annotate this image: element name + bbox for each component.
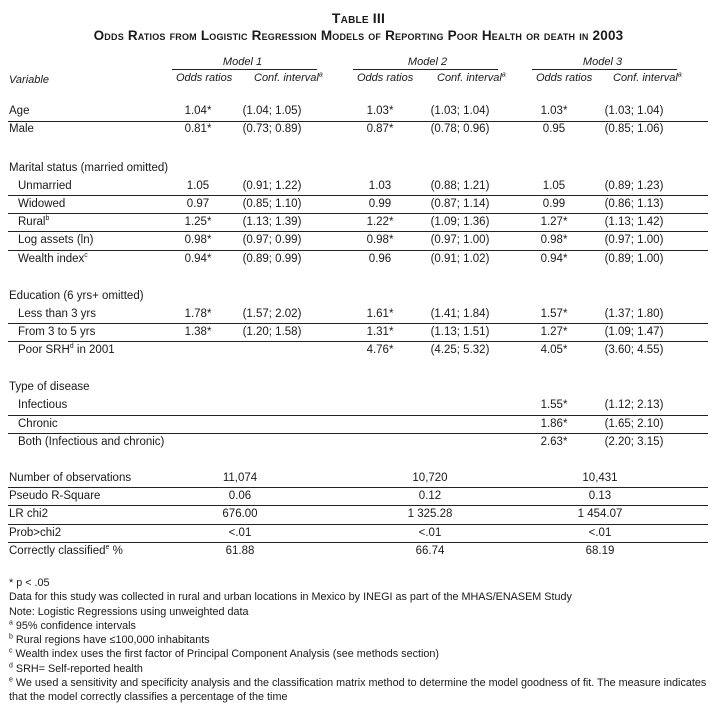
stats-row-prob-chi2 (0, 524, 717, 543)
model-3-ci: (0.85; 1.06) (604, 123, 664, 135)
model-2-odds: 1.61* (366, 308, 394, 320)
model-2-ci-header: Conf. interval$^a$ (437, 71, 506, 84)
row-label: Number of observations (9, 472, 132, 484)
model-2-odds: 0.96 (368, 253, 392, 265)
model-1-odds: 0.98* (184, 234, 212, 246)
model-2-odds-header: Odds ratios (357, 72, 414, 84)
section-label: Type of disease (9, 381, 90, 393)
table-row-less-than-3 (0, 305, 717, 324)
stats-row-pseudo-r2 (0, 487, 717, 506)
model-3-value: 10,431 (582, 472, 618, 484)
note-p-value: * p < .05 (9, 577, 50, 589)
row-label: Widowed (18, 198, 66, 210)
model-1-odds-header: Odds ratios (176, 72, 233, 84)
row-label: Log assets (ln) (18, 234, 94, 246)
model-3-ci: (0.86; 1.13) (604, 198, 664, 210)
model-3-odds: 1.03* (540, 105, 568, 117)
variable-header: Variable (9, 74, 49, 86)
model-1-odds: 1.38* (184, 326, 212, 338)
model-2-rule (353, 69, 498, 70)
model-2-value: 1 325.28 (407, 508, 453, 520)
model-3-ci-header: Conf. interval$^a$ (613, 71, 682, 84)
model-3-odds: 0.94* (540, 253, 568, 265)
model-3-ci: (0.97; 1.00) (604, 234, 664, 246)
model-1-rule (172, 69, 317, 70)
model-2-ci: (0.78; 0.96) (430, 123, 490, 135)
model-2-odds: 1.03* (366, 105, 394, 117)
row-label: Age (9, 105, 30, 117)
model-1-odds: 0.94* (184, 253, 212, 265)
section-label: Education (6 yrs+ omitted) (9, 290, 144, 302)
model-1-ci: (1.04; 1.05) (242, 105, 302, 117)
row-label: Prob>chi2 (9, 527, 62, 539)
model-3-ci: (1.37; 1.80) (604, 308, 664, 320)
row-label: Male (9, 123, 34, 135)
model-1-header: Model 1 (222, 56, 263, 68)
note-a: $^a$ 95% confidence intervals (9, 619, 136, 632)
model-1-value: 61.88 (225, 545, 255, 557)
model-2-value: 10,720 (412, 472, 448, 484)
model-2-value: <.01 (418, 527, 442, 539)
row-label: From 3 to 5 yrs (18, 326, 96, 338)
model-3-odds: 2.63* (540, 436, 568, 448)
model-2-ci: (0.88; 1.21) (430, 180, 490, 192)
model-1-value: 0.06 (228, 490, 252, 502)
model-2-ci: (0.87; 1.14) (430, 198, 490, 210)
model-1-odds: 1.25* (184, 216, 212, 228)
row-label: Rural$^b$ (18, 215, 50, 228)
model-2-odds: 1.31* (366, 326, 394, 338)
model-1-ci: (0.97; 0.99) (242, 234, 302, 246)
row-label: Poor SRH$^d$ in 2001 (18, 343, 115, 356)
table-row-log-assets (0, 231, 717, 250)
table-row-male (0, 120, 717, 139)
model-2-odds: 4.76* (366, 344, 394, 356)
table-row-both (0, 433, 717, 452)
note-e: $^e$ We used a sensitivity and specificity analysis and the classification matrix method to determine the model goodness of fit. The measure indicates that the model correctly classifies a percentage of the time (9, 676, 707, 704)
section-header-marital (0, 159, 717, 178)
table-row-widowed (0, 195, 717, 214)
model-3-rule (532, 69, 677, 70)
model-2-odds: 1.03 (368, 180, 392, 192)
model-2-ci: (4.25; 5.32) (430, 344, 490, 356)
model-1-value: <.01 (228, 527, 252, 539)
model-3-ci: (2.20; 3.15) (604, 436, 664, 448)
row-label: Infectious (18, 399, 68, 411)
model-1-odds: 1.78* (184, 308, 212, 320)
model-1-value: 11,074 (222, 472, 258, 484)
model-3-odds: 1.05 (542, 180, 566, 192)
table-title: Odds Ratios from Logistic Regression Models of Reporting Poor Health or death in 2003 (93, 28, 624, 43)
section-header-disease (0, 378, 717, 397)
note-b: $^b$ Rural regions have ≤100,000 inhabitants (9, 633, 210, 647)
model-3-header: Model 3 (582, 56, 623, 68)
model-3-ci: (1.03; 1.04) (604, 105, 664, 117)
model-1-ci: (1.20; 1.58) (242, 326, 302, 338)
model-2-ci: (0.91; 1.02) (430, 253, 490, 265)
model-3-ci: (1.12; 2.13) (604, 399, 664, 411)
model-2-odds: 0.87* (366, 123, 394, 135)
row-label: Less than 3 yrs (18, 308, 96, 320)
model-1-odds: 0.97 (186, 198, 210, 210)
model-1-ci: (0.89; 0.99) (242, 253, 302, 265)
row-label: Correctly classified$^e$ % (9, 544, 123, 557)
model-2-odds: 0.99 (368, 198, 392, 210)
model-3-odds: 1.57* (540, 308, 568, 320)
table-row-unmarried (0, 177, 717, 196)
table-row-from-3-to-5 (0, 323, 717, 342)
model-3-ci: (0.89; 1.23) (604, 180, 664, 192)
row-label: Unmarried (18, 180, 72, 192)
table-notes (9, 576, 714, 705)
model-1-ci-header: Conf. interval$^a$ (254, 71, 323, 84)
model-1-value: 676.00 (222, 508, 258, 520)
model-2-ci: (1.41; 1.84) (430, 308, 490, 320)
stats-row-observations (0, 469, 717, 488)
model-3-odds: 0.99 (542, 198, 566, 210)
model-3-value: <.01 (588, 527, 612, 539)
model-3-odds-header: Odds ratios (536, 72, 593, 84)
model-1-ci: (1.13; 1.39) (242, 216, 302, 228)
row-label: Pseudo R-Square (9, 490, 101, 502)
model-2-ci: (1.09; 1.36) (430, 216, 490, 228)
model-1-odds: 1.05 (186, 180, 210, 192)
row-label: Chronic (18, 418, 58, 430)
model-2-ci: (1.03; 1.04) (430, 105, 490, 117)
table-row-rural (0, 213, 717, 232)
model-1-odds: 0.81* (184, 123, 212, 135)
model-2-ci: (1.13; 1.51) (430, 326, 490, 338)
model-3-odds: 0.98* (540, 234, 568, 246)
model-3-ci: (1.13; 1.42) (604, 216, 664, 228)
row-label: Wealth index$^c$ (18, 252, 88, 265)
model-1-ci: (1.57; 2.02) (242, 308, 302, 320)
note-d: $^d$ SRH= Self-reported health (9, 662, 143, 675)
table-number: Table III (331, 10, 386, 26)
model-3-ci: (3.60; 4.55) (604, 344, 664, 356)
model-1-ci: (0.91; 1.22) (242, 180, 302, 192)
table-row-poor-srh (0, 341, 717, 360)
model-2-odds: 1.22* (366, 216, 394, 228)
model-1-ci: (0.73; 0.89) (242, 123, 302, 135)
stats-row-lr-chi2 (0, 505, 717, 524)
model-2-odds: 0.98* (366, 234, 394, 246)
model-3-value: 0.13 (588, 490, 612, 502)
model-3-odds: 0.95 (542, 123, 566, 135)
model-1-odds: 1.04* (184, 105, 212, 117)
table-row-infectious (0, 396, 717, 415)
section-header-education (0, 287, 717, 306)
model-3-odds: 4.05* (540, 344, 568, 356)
row-label: LR chi2 (9, 508, 48, 520)
stats-row-correctly-classified (0, 542, 717, 561)
model-2-header: Model 2 (407, 56, 448, 68)
model-2-value: 0.12 (418, 490, 442, 502)
section-label: Marital status (married omitted) (9, 162, 169, 174)
model-3-value: 68.19 (585, 545, 615, 557)
model-3-odds: 1.55* (540, 399, 568, 411)
model-2-value: 66.74 (415, 545, 445, 557)
model-3-odds: 1.86* (540, 418, 568, 430)
note-method: Note: Logistic Regressions using unweighted data (9, 605, 249, 618)
table-row-age (0, 102, 717, 121)
model-2-ci: (0.97; 1.00) (430, 234, 490, 246)
model-3-odds: 1.27* (540, 326, 568, 338)
note-data-source: Data for this study was collected in rural and urban locations in Mexico by INEGI as part of the MHAS/ENASEM Study (9, 591, 572, 604)
model-3-value: 1 454.07 (577, 508, 623, 520)
table-row-wealth-index (0, 250, 717, 269)
table-row-chronic (0, 415, 717, 434)
model-3-ci: (1.09; 1.47) (604, 326, 664, 338)
model-1-ci: (0.85; 1.10) (242, 198, 302, 210)
model-3-ci: (1.65; 2.10) (604, 418, 664, 430)
row-label: Both (Infectious and chronic) (18, 436, 165, 448)
model-3-ci: (0.89; 1.00) (604, 253, 664, 265)
model-3-odds: 1.27* (540, 216, 568, 228)
note-c: $^c$ Wealth index uses the first factor of Principal Component Analysis (see methods section) (9, 647, 439, 661)
